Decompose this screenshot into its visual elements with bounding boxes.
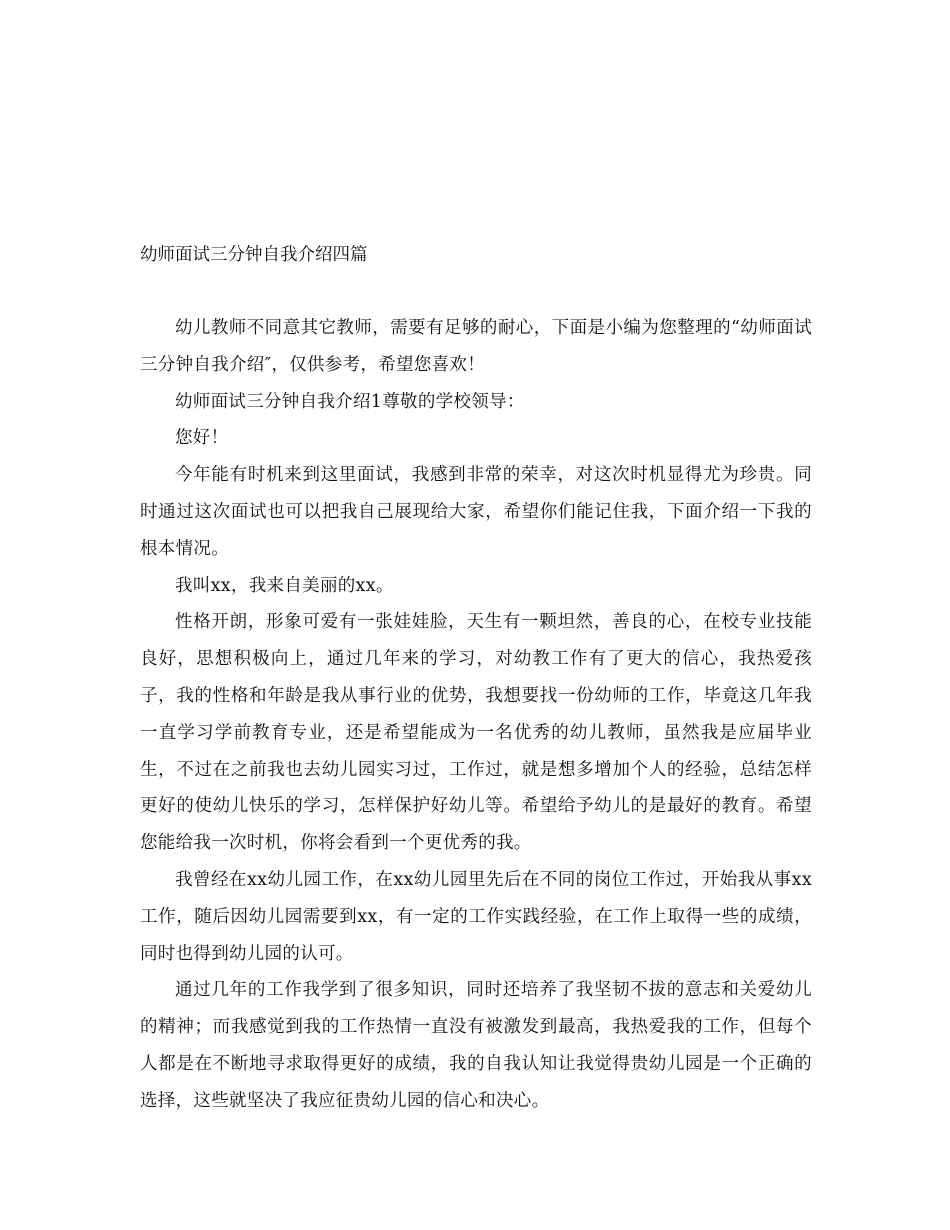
document-title: 幼师面试三分钟自我介绍四篇 xyxy=(140,245,368,265)
body-paragraph: 我叫xx，我来自美丽的xx。 xyxy=(175,575,394,596)
body-paragraph: 我曾经在xx幼儿园工作，在xx幼儿园里先后在不同的岗位工作过，开始我从事xx工作，随后因幼儿园需要到xx，有一定的工作实践经验，在工作上取得一些的成绩，同时也得到幼儿园的认可。 xyxy=(140,869,812,964)
body-paragraph: 今年能有时机来到这里面试，我感到非常的荣幸，对这次时机显得尤为珍贵。同时通过这次面试也可以把我自己展现给大家，希望你们能记住我，下面介绍一下我的根本情况。 xyxy=(140,465,812,559)
intro-paragraph: 幼儿教师不同意其它教师，需要有足够的耐心，下面是小编为您整理的“幼师面试三分钟自我介绍″，仅供参考，希望您喜欢！ xyxy=(140,318,812,375)
section-heading-paragraph: 幼师面试三分钟自我介绍1尊敬的学校领导： xyxy=(175,391,525,412)
greeting-paragraph: 您好！ xyxy=(175,428,229,449)
body-paragraph: 性格开朗，形象可爱有一张娃娃脸，天生有一颗坦然，善良的心，在校专业技能良好，思想积极向上，通过几年来的学习，对幼教工作有了更大的信心，我热爱孩子，我的性格和年龄是我从事行业的优势，我想要找一份幼师的工作，毕竟这几年我一直学习学前教育专业，还是希望能成为一名优秀的幼儿教师，虽然我是应届毕业生，不过在之前我也去幼儿园实习过，工作过，就是想多增加个人的经验，总结怎样更好的使幼儿快乐的学习，怎样保护好幼儿等。希望给予幼儿的是最好的教育。希望您能给我一次时机，你将会看到一个更优秀的我。 xyxy=(140,612,812,854)
document-body xyxy=(140,240,812,1120)
body-paragraph: 通过几年的工作我学到了很多知识，同时还培养了我坚韧不拔的意志和关爱幼儿的精神；而我感觉到我的工作热情一直没有被激发到最高，我热爱我的工作，但每个人都是在不断地寻求取得更好的成绩，我的自我认知让我觉得贵幼儿园是一个正确的选择，这些就坚决了我应征贵幼儿园的信心和决心。 xyxy=(140,980,812,1111)
